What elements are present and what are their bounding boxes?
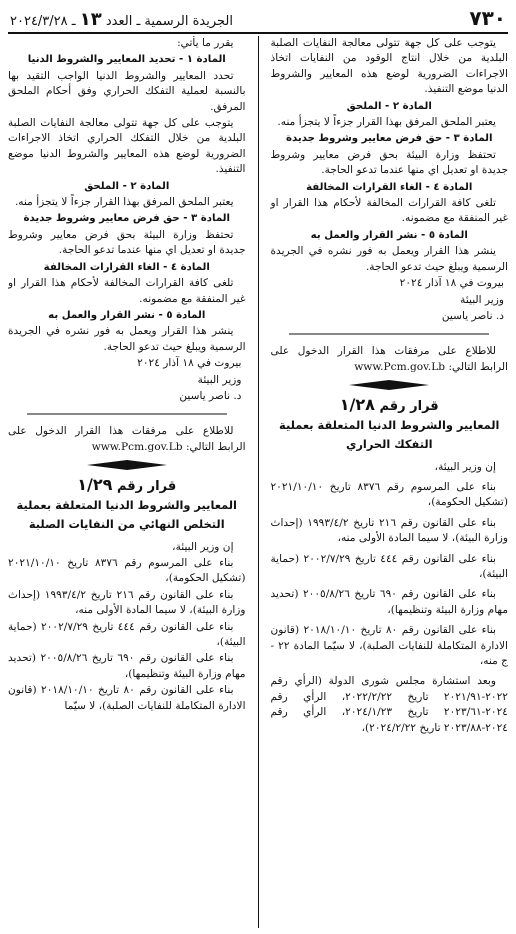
columns: [8, 36, 508, 928]
paragraph: بناء على المرسوم رقم ٨٣٧٦ تاريخ ٢٠٢١/١٠/١٠ (تشكيل الحكومة)،: [8, 556, 246, 585]
paragraph: وبعد استشارة مجلس شورى الدولة (الرأي رقم ٢٠٢٢-٢٠٢١/٩١ تاريخ ٢٠٢٢/٢/٢٢، الرأي رقم ٢٠٢٤-٢٠٢٣/٦١ تاريخ ٢٠٢٤/١/٢٣، الرأي رقم ٢٠٢٤-٢٠٢٣/٨٨ تاريخ ٢٠٢٤/٢/٢٢)،: [270, 675, 508, 734]
paragraph: بناء على القانون رقم ٤٤٤ تاريخ ٢٠٠٢/٧/٢٩ (حماية البيئة)،: [8, 620, 246, 648]
article-heading: المادة ٥ - نشر القرار والعمل به: [48, 309, 206, 321]
article-heading: المادة ٢ - الملحق: [346, 100, 432, 112]
article-heading: المادة ٣ - حق فرض معايير وشروط جديدة: [285, 133, 493, 145]
paragraph: تحتفظ وزارة البيئة بحق فرض معايير وشروط جديدة او تعديل اي منها عندما تدعو الحاجة.: [8, 228, 246, 257]
paragraph: يعتبر الملحق المرفق بهذا القرار جزءاً لا يتجزأ منه.: [14, 196, 234, 209]
article-heading: المادة ٤ - الغاء القرارات المخالفة: [43, 261, 210, 273]
page-number: ٧٣٠: [469, 6, 506, 30]
gazette-title-prefix: الجريدة الرسمية ـ العدد: [105, 14, 233, 29]
paragraph: بناء على القانون رقم ٢١٦ تاريخ ١٩٩٣/٤/٢ (إحداث وزارة البيئة)، لا سيما المادة الأولى منه،: [270, 516, 508, 545]
ornament-divider: [270, 379, 508, 391]
paragraph: تلغى كافة القرارات المخالفة لأحكام هذا القرار او غير المنفقة مع مضمونه.: [8, 277, 246, 305]
signature-name: د. ناصر ياسين: [179, 389, 242, 402]
article-heading: المادة ٢ - الملحق: [84, 180, 170, 192]
paragraph: يتوجب على كل جهة تتولى معالجة النفايات الصلبة البلدية من خلال انتاج الوقود من النفايات اتخاذ الاجراءات الضرورية لوضع هذه المعايير والشروط الدنيا موضع التنفيذ.: [270, 37, 508, 96]
left-column: [8, 36, 254, 928]
signature-name: د. ناصر ياسين: [441, 309, 504, 322]
decision-subject: المعايير والشروط الدنيا المتعلقة بعملية التخلص النهائي من النفايات الصلبة: [16, 497, 237, 531]
gazette-title: [10, 9, 233, 30]
column-divider: [258, 36, 259, 928]
paragraph: بناء على المرسوم رقم ٨٣٧٦ تاريخ ٢٠٢١/١٠/١٠ (تشكيل الحكومة)،: [270, 480, 508, 509]
attachments-link-text: للاطلاع على مرفقات هذا القرار الدخول على الرابط التالي: www.Pcm.gov.Lb: [270, 345, 508, 373]
decision-number: ١/٢٨: [339, 395, 375, 415]
article-heading: المادة ٣ - حق فرض معايير وشروط جديدة: [23, 213, 230, 225]
signature-date: بيروت في ١٨ آذار ٢٠٢٤: [137, 357, 242, 370]
paragraph: إن وزير البيئة،: [434, 460, 496, 473]
separator-line: [270, 328, 508, 340]
paragraph: بناء على القانون رقم ٢١٦ تاريخ ١٩٩٣/٤/٢ (إحداث وزارة البيئة)، لا سيما المادة الأولى منه،: [8, 588, 246, 617]
paragraph: يعتبر الملحق المرفق بهذا القرار جزءاً لا يتجزأ منه.: [277, 116, 496, 129]
decision-label: قرار رقم: [379, 399, 439, 415]
paragraph: ينشر هذا القرار ويعمل به فور نشره في الجريدة الرسمية ويبلغ حيث تدعو الحاجة.: [8, 325, 246, 353]
article-heading: المادة ٥ - نشر القرار والعمل به: [310, 229, 468, 241]
paragraph: بناء على القانون رقم ٨٠ تاريخ ٢٠١٨/١٠/١٠ (قانون الادارة المتكاملة للنفايات الصلبة)، لا سيّما المادة ٢٢ - ج منه،: [270, 624, 508, 667]
signature-role: وزير البيئة: [460, 293, 504, 306]
issue-number: ١٣: [79, 9, 102, 30]
page-header: [8, 4, 508, 34]
right-column: [262, 36, 508, 928]
ornament-divider: [8, 459, 246, 471]
paragraph: بناء على القانون رقم ٦٩٠ تاريخ ٢٠٠٥/٨/٢٦ (تحديد مهام وزارة البيئة وتنظيمها)،: [270, 588, 508, 616]
signature-role: وزير البيئة: [197, 373, 242, 386]
decision-label: قرار رقم: [116, 479, 177, 495]
separator-line: [8, 408, 246, 420]
paragraph: تحتفظ وزارة البيئة بحق فرض معايير وشروط جديدة او تعديل اي منها عندما تدعو الحاجة.: [270, 148, 508, 177]
decision-title: [270, 397, 508, 414]
attachments-link-text: للاطلاع على مرفقات هذا القرار الدخول على الرابط التالي: www.Pcm.gov.Lb: [8, 425, 246, 453]
paragraph: يقرر ما يأتي:: [177, 37, 234, 49]
decision-number: ١/٢٩: [77, 475, 113, 495]
decision-title: [8, 477, 246, 494]
article-heading: المادة ١ - تحديد المعايير والشروط الدنيا: [27, 54, 226, 66]
paragraph: بناء على القانون رقم ٨٠ تاريخ ٢٠١٨/١٠/١٠ (قانون الادارة المتكاملة للنفايات الصلبة)، لا سيّما: [8, 684, 246, 712]
signature-date: بيروت في ١٨ آذار ٢٠٢٤: [399, 277, 504, 290]
paragraph: إن وزير البيئة،: [172, 540, 234, 553]
paragraph: بناء على القانون رقم ٤٤٤ تاريخ ٢٠٠٢/٧/٢٩ (حماية البيئة)،: [270, 552, 508, 580]
paragraph: تلغى كافة القرارات المخالفة لأحكام هذا القرار او غير المنفقة مع مضمونه.: [270, 197, 508, 225]
decision-subject: المعايير والشروط الدنيا المتعلقة بعملية التفكك الحراري: [279, 417, 500, 451]
paragraph: يتوجب على كل جهة تتولى معالجة النفايات الصلبة البلدية من خلال التفكك الحراري اتخاذ الاجراءات الضرورية لوضع هذه المعايير والشروط الدنيا موضع التنفيذ.: [8, 117, 246, 176]
issue-date: ـ ٢٠٢٤/٣/٢٨: [10, 14, 76, 29]
article-heading: المادة ٤ - الغاء القرارات المخالفة: [306, 181, 473, 193]
paragraph: ينشر هذا القرار ويعمل به فور نشره في الجريدة الرسمية ويبلغ حيث تدعو الحاجة.: [270, 245, 508, 273]
paragraph: بناء على القانون رقم ٦٩٠ تاريخ ٢٠٠٥/٨/٢٦ (تحديد مهام وزارة البيئة وتنظيمها)،: [8, 652, 246, 680]
paragraph: تحدد المعايير والشروط الدنيا الواجب التقيد بها بالنسبة لعملية التفكك الحراري وفق أحكام الملحق المرفق.: [8, 69, 246, 113]
